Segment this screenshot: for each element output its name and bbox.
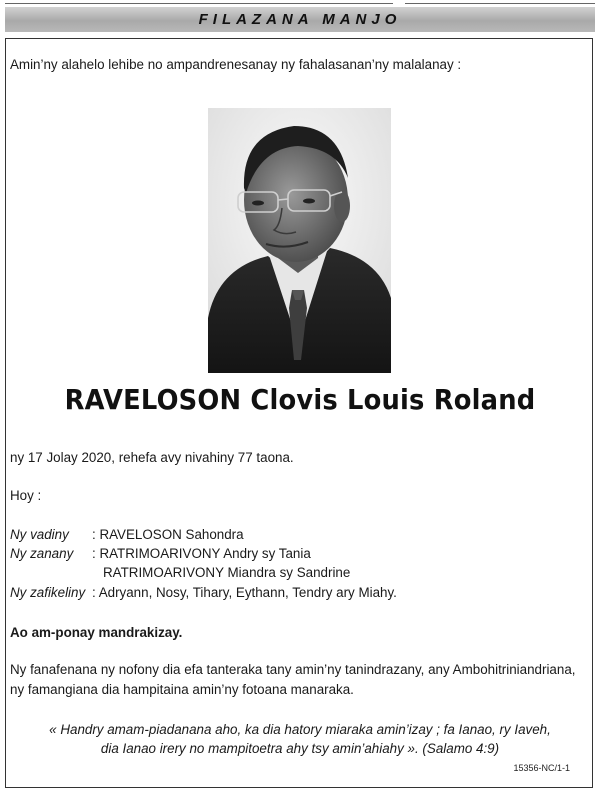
relative-label-grandchildren: Ny zafikeliny xyxy=(10,585,86,600)
header-band xyxy=(5,7,595,32)
quote-line-1: « Handry amam-piadanana aho, ka dia hatory miaraka amin’izay ; fa Ianao, ry Iaveh, xyxy=(49,722,551,737)
relative-value-children-2: RATRIMOARIVONY Miandra sy Sandrine xyxy=(103,565,351,580)
deceased-name: RAVELOSON Clovis Louis Roland xyxy=(64,383,536,416)
relative-value-children: : RATRIMOARIVONY Andry sy Tania xyxy=(92,546,311,561)
top-rule-left xyxy=(5,0,393,4)
closing-line: Ao am-ponay mandrakizay. xyxy=(10,625,183,640)
intro-text: Amin’ny alahelo lehibe no ampandrenesanay ny fahalasanan’ny malalanay : xyxy=(10,57,462,72)
relative-value-spouse: : RAVELOSON Sahondra xyxy=(92,527,244,542)
header-title: FILAZANA MANJO xyxy=(198,11,402,28)
relative-label-children: Ny zanany xyxy=(10,546,74,561)
quote-line-2: dia Ianao irery no mampitoetra ahy tsy amin’ahiahy ». (Salamo 4:9) xyxy=(100,741,500,756)
portrait-photo xyxy=(208,108,391,373)
hoy-label: Hoy : xyxy=(10,488,42,503)
notice-line-1: Ny fanafenana ny nofony dia efa tanteraka tany amin’ny tanindrazany, any Ambohitriniandriana, xyxy=(10,662,576,677)
reference-code: 15356-NC/1-1 xyxy=(513,763,570,773)
relative-label-spouse: Ny vadiny xyxy=(10,527,69,542)
top-rule-right xyxy=(405,0,595,4)
death-date-text: ny 17 Jolay 2020, rehefa avy nivahiny 77 taona. xyxy=(10,450,294,465)
notice-line-2: ny famangiana dia hampitaina amin’ny fotoana manaraka. xyxy=(10,682,354,697)
relative-value-grandchildren: : Adryann, Nosy, Tihary, Eythann, Tendry ary Miahy. xyxy=(92,585,397,600)
